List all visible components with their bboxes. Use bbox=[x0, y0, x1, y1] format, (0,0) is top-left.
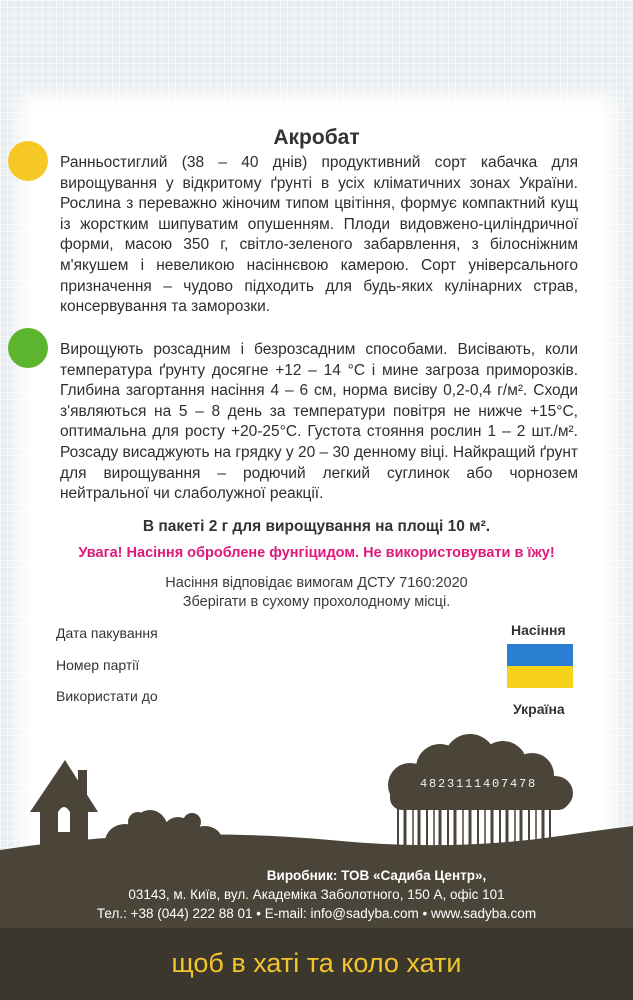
slogan: щоб в хаті та коло хати bbox=[171, 948, 462, 978]
cloud-icon bbox=[388, 734, 573, 810]
storage-line: Зберігати в сухому прохолодному місці. bbox=[182, 594, 451, 610]
producer-name: Виробник: ТОВ «Садиба Центр», bbox=[266, 868, 487, 883]
producer-address: 03143, м. Київ, вул. Академіка Заболотного, 150 А, офіс 101 bbox=[128, 887, 505, 902]
seeds-label: Насіння bbox=[511, 622, 566, 638]
fungicide-warning: Увага! Насіння оброблене фунгіцидом. Не використовувати в їжу! bbox=[78, 545, 555, 561]
producer-contacts: Тел.: +38 (044) 222 88 01 • E-mail: info@sadyba.com • www.sadyba.com bbox=[96, 906, 537, 921]
pack-date-field: Дата пакування bbox=[56, 625, 158, 641]
variety-description: Ранньостиглий (38 – 40 днів) продуктивний сорт кабачка для вирощування у відкритому ґрунті в усіх кліматичних зонах України. Рослина з переважно жіночим типом цвітіння, формує компактний кущ із жорстким шипуватим опушенням. Плоди видовжено-циліндричної форми, масою 350 г, світло-зеленого забарвлення, з білосніжним м'якушем і невеликою насіннєвою камерою. Сорт універсального призначення – чудово підходить для будь-яких кулінарних страв, консервування та заморозки. bbox=[60, 154, 578, 316]
country-label: Україна bbox=[513, 701, 565, 717]
standard-line: Насіння відповідає вимогам ДСТУ 7160:2020 bbox=[165, 575, 468, 591]
house-icon bbox=[30, 760, 98, 850]
product-title: Акробат bbox=[273, 126, 360, 149]
packet-info: В пакеті 2 г для вирощування на площі 10 м². bbox=[142, 518, 491, 535]
use-by-field: Використати до bbox=[56, 688, 158, 704]
batch-number-field: Номер партії bbox=[56, 657, 140, 673]
barcode-number: 4823111407478 bbox=[420, 777, 538, 791]
growing-instructions: Вирощують розсадним і безрозсадним способами. Висівають, коли температура ґрунту досягне +12 – 14 °С і мине загроза приморозків. Глибина загортання насіння 4 – 6 см, норма висіву 0,2-0,4 г/м². Сходи з'являються на 5 – 8 день за температури повітря не нижче +15°С, оптимальна для росту +20-25°С. Густота стояння рослин 1 – 2 шт./м². Розсаду висаджують на грядку у 20 – 30 денному віці. Найкращий ґрунт для вирощування – родючий легкий суглинок або чорнозем нейтральної чи слаболужної реакції. bbox=[60, 341, 578, 503]
